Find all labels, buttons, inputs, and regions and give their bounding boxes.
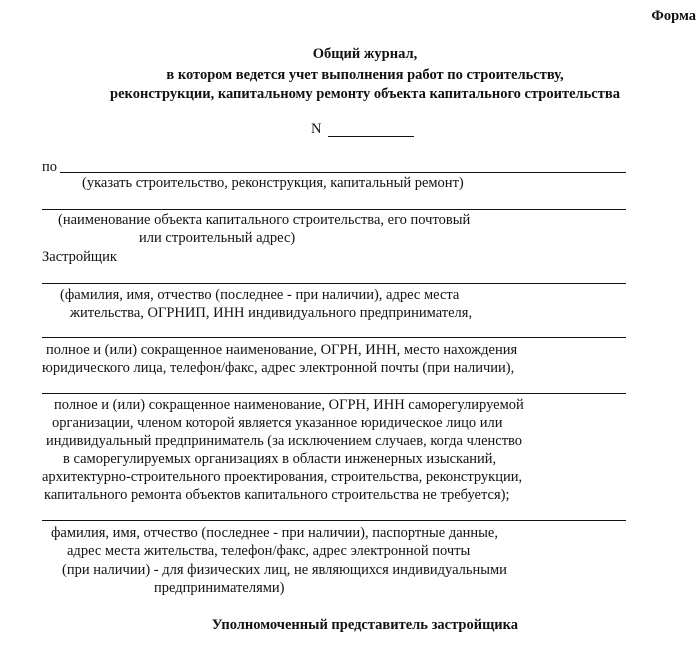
developer-label: Застройщик [42, 249, 117, 265]
hint-sro-line-6: капитального ремонта объектов капитального строительства не требуется); [44, 487, 510, 503]
object-name-field-line[interactable] [42, 209, 626, 210]
developer-legal-field-line[interactable] [42, 337, 626, 338]
hint-person-line-4: предпринимателями) [154, 580, 285, 596]
hint-person-line-3: (при наличии) - для физических лиц, не являющихся индивидуальными [62, 562, 507, 578]
hint-object-line-1: (наименование объекта капитального строительства, его почтовый [58, 212, 471, 228]
hint-person-line-2: адрес места жительства, телефон/факс, адрес электронной почты [67, 543, 471, 559]
person-field-line[interactable] [42, 520, 626, 521]
representative-heading: Уполномоченный представитель застройщика [211, 617, 519, 633]
developer-individual-field-line[interactable] [42, 283, 626, 284]
hint-individual-line-1: (фамилия, имя, отчество (последнее - при наличии), адрес места [60, 287, 460, 303]
hint-legal-line-2: юридического лица, телефон/факс, адрес электронной почты (при наличии), [42, 360, 515, 376]
hint-sro-line-2: организации, членом которой является указанное юридическое лицо или [52, 415, 503, 431]
title-line-1: Общий журнал, [312, 46, 418, 62]
number-label: N [311, 121, 322, 137]
hint-sro-line-1: полное и (или) сокращенное наименование, ОГРН, ИНН саморегулируемой [54, 397, 524, 413]
title-line-2: в котором ведется учет выполнения работ по строительству, [166, 67, 564, 83]
sro-field-line[interactable] [42, 393, 626, 394]
hint-person-line-1: фамилия, имя, отчество (последнее - при наличии), паспортные данные, [51, 525, 498, 541]
po-label: по [42, 159, 58, 175]
hint-construction: (указать строительство, реконструкция, капитальный ремонт) [82, 175, 464, 191]
hint-individual-line-2: жительства, ОГРНИП, ИНН индивидуального предпринимателя, [70, 305, 473, 321]
construction-type-field-line[interactable] [60, 172, 626, 173]
number-field-line[interactable] [328, 136, 414, 137]
hint-object-line-2: или строительный адрес) [139, 230, 296, 246]
hint-sro-line-5: архитектурно-строительного проектирования, строительства, реконструкции, [42, 469, 523, 485]
form-label: Форма [651, 8, 696, 24]
hint-sro-line-4: в саморегулируемых организациях в области инженерных изысканий, [63, 451, 497, 467]
title-line-3: реконструкции, капитальному ремонту объекта капитального строительства [110, 86, 620, 102]
hint-legal-line-1: полное и (или) сокращенное наименование, ОГРН, ИНН, место нахождения [46, 342, 518, 358]
hint-sro-line-3: индивидуальный предприниматель (за исключением случаев, когда членство [46, 433, 523, 449]
